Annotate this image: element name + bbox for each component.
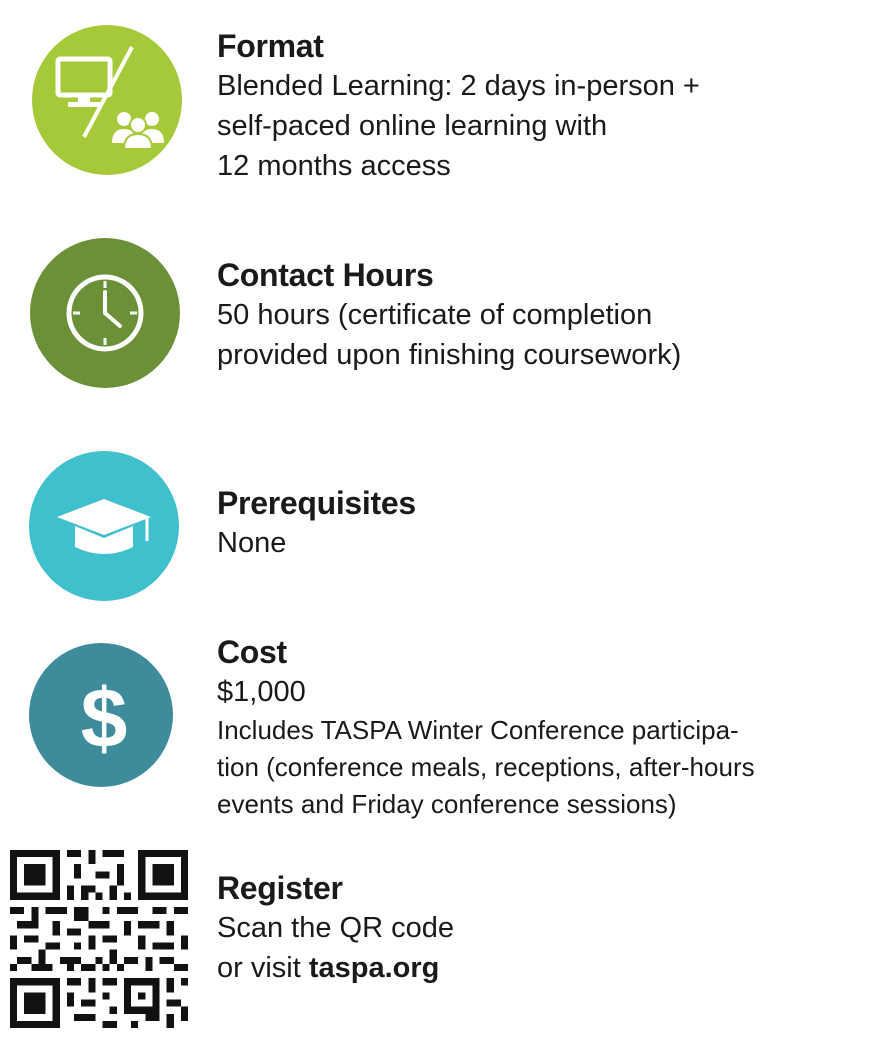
contact-hours-heading: Contact Hours xyxy=(217,257,434,293)
register-heading: Register xyxy=(217,870,343,906)
format-line-2: self-paced online learning with xyxy=(217,110,608,142)
cost-line-1: Includes TASPA Winter Conference participa- xyxy=(217,715,739,745)
cost-line-3: events and Friday conference sessions) xyxy=(217,789,677,819)
register-visit-text: or visit xyxy=(217,952,309,984)
svg-text:$: $ xyxy=(80,671,128,765)
clock-icon xyxy=(30,238,180,388)
cost-line-2: tion (conference meals, receptions, after-hours xyxy=(217,752,755,782)
taspa-link[interactable]: taspa.org xyxy=(308,952,440,984)
prerequisites-line-1: None xyxy=(217,527,287,559)
register-line-1: Scan the QR code xyxy=(217,912,454,944)
contact-hours-line-2: provided upon finishing coursework) xyxy=(217,339,682,371)
cost-amount: $1,000 xyxy=(217,676,306,708)
qr-code-icon[interactable] xyxy=(10,850,188,1028)
prerequisites-heading: Prerequisites xyxy=(217,485,416,521)
computer-and-people-icon xyxy=(32,25,182,175)
format-line-3: 12 months access xyxy=(217,150,451,182)
register-line-2 xyxy=(217,948,867,988)
graduation-cap-icon xyxy=(29,451,179,601)
dollar-sign-icon xyxy=(29,643,173,787)
format-heading: Format xyxy=(217,28,324,64)
format-line-1: Blended Learning: 2 days in-person + xyxy=(217,70,700,102)
cost-heading: Cost xyxy=(217,634,287,670)
contact-hours-line-1: 50 hours (certificate of completion xyxy=(217,299,653,331)
